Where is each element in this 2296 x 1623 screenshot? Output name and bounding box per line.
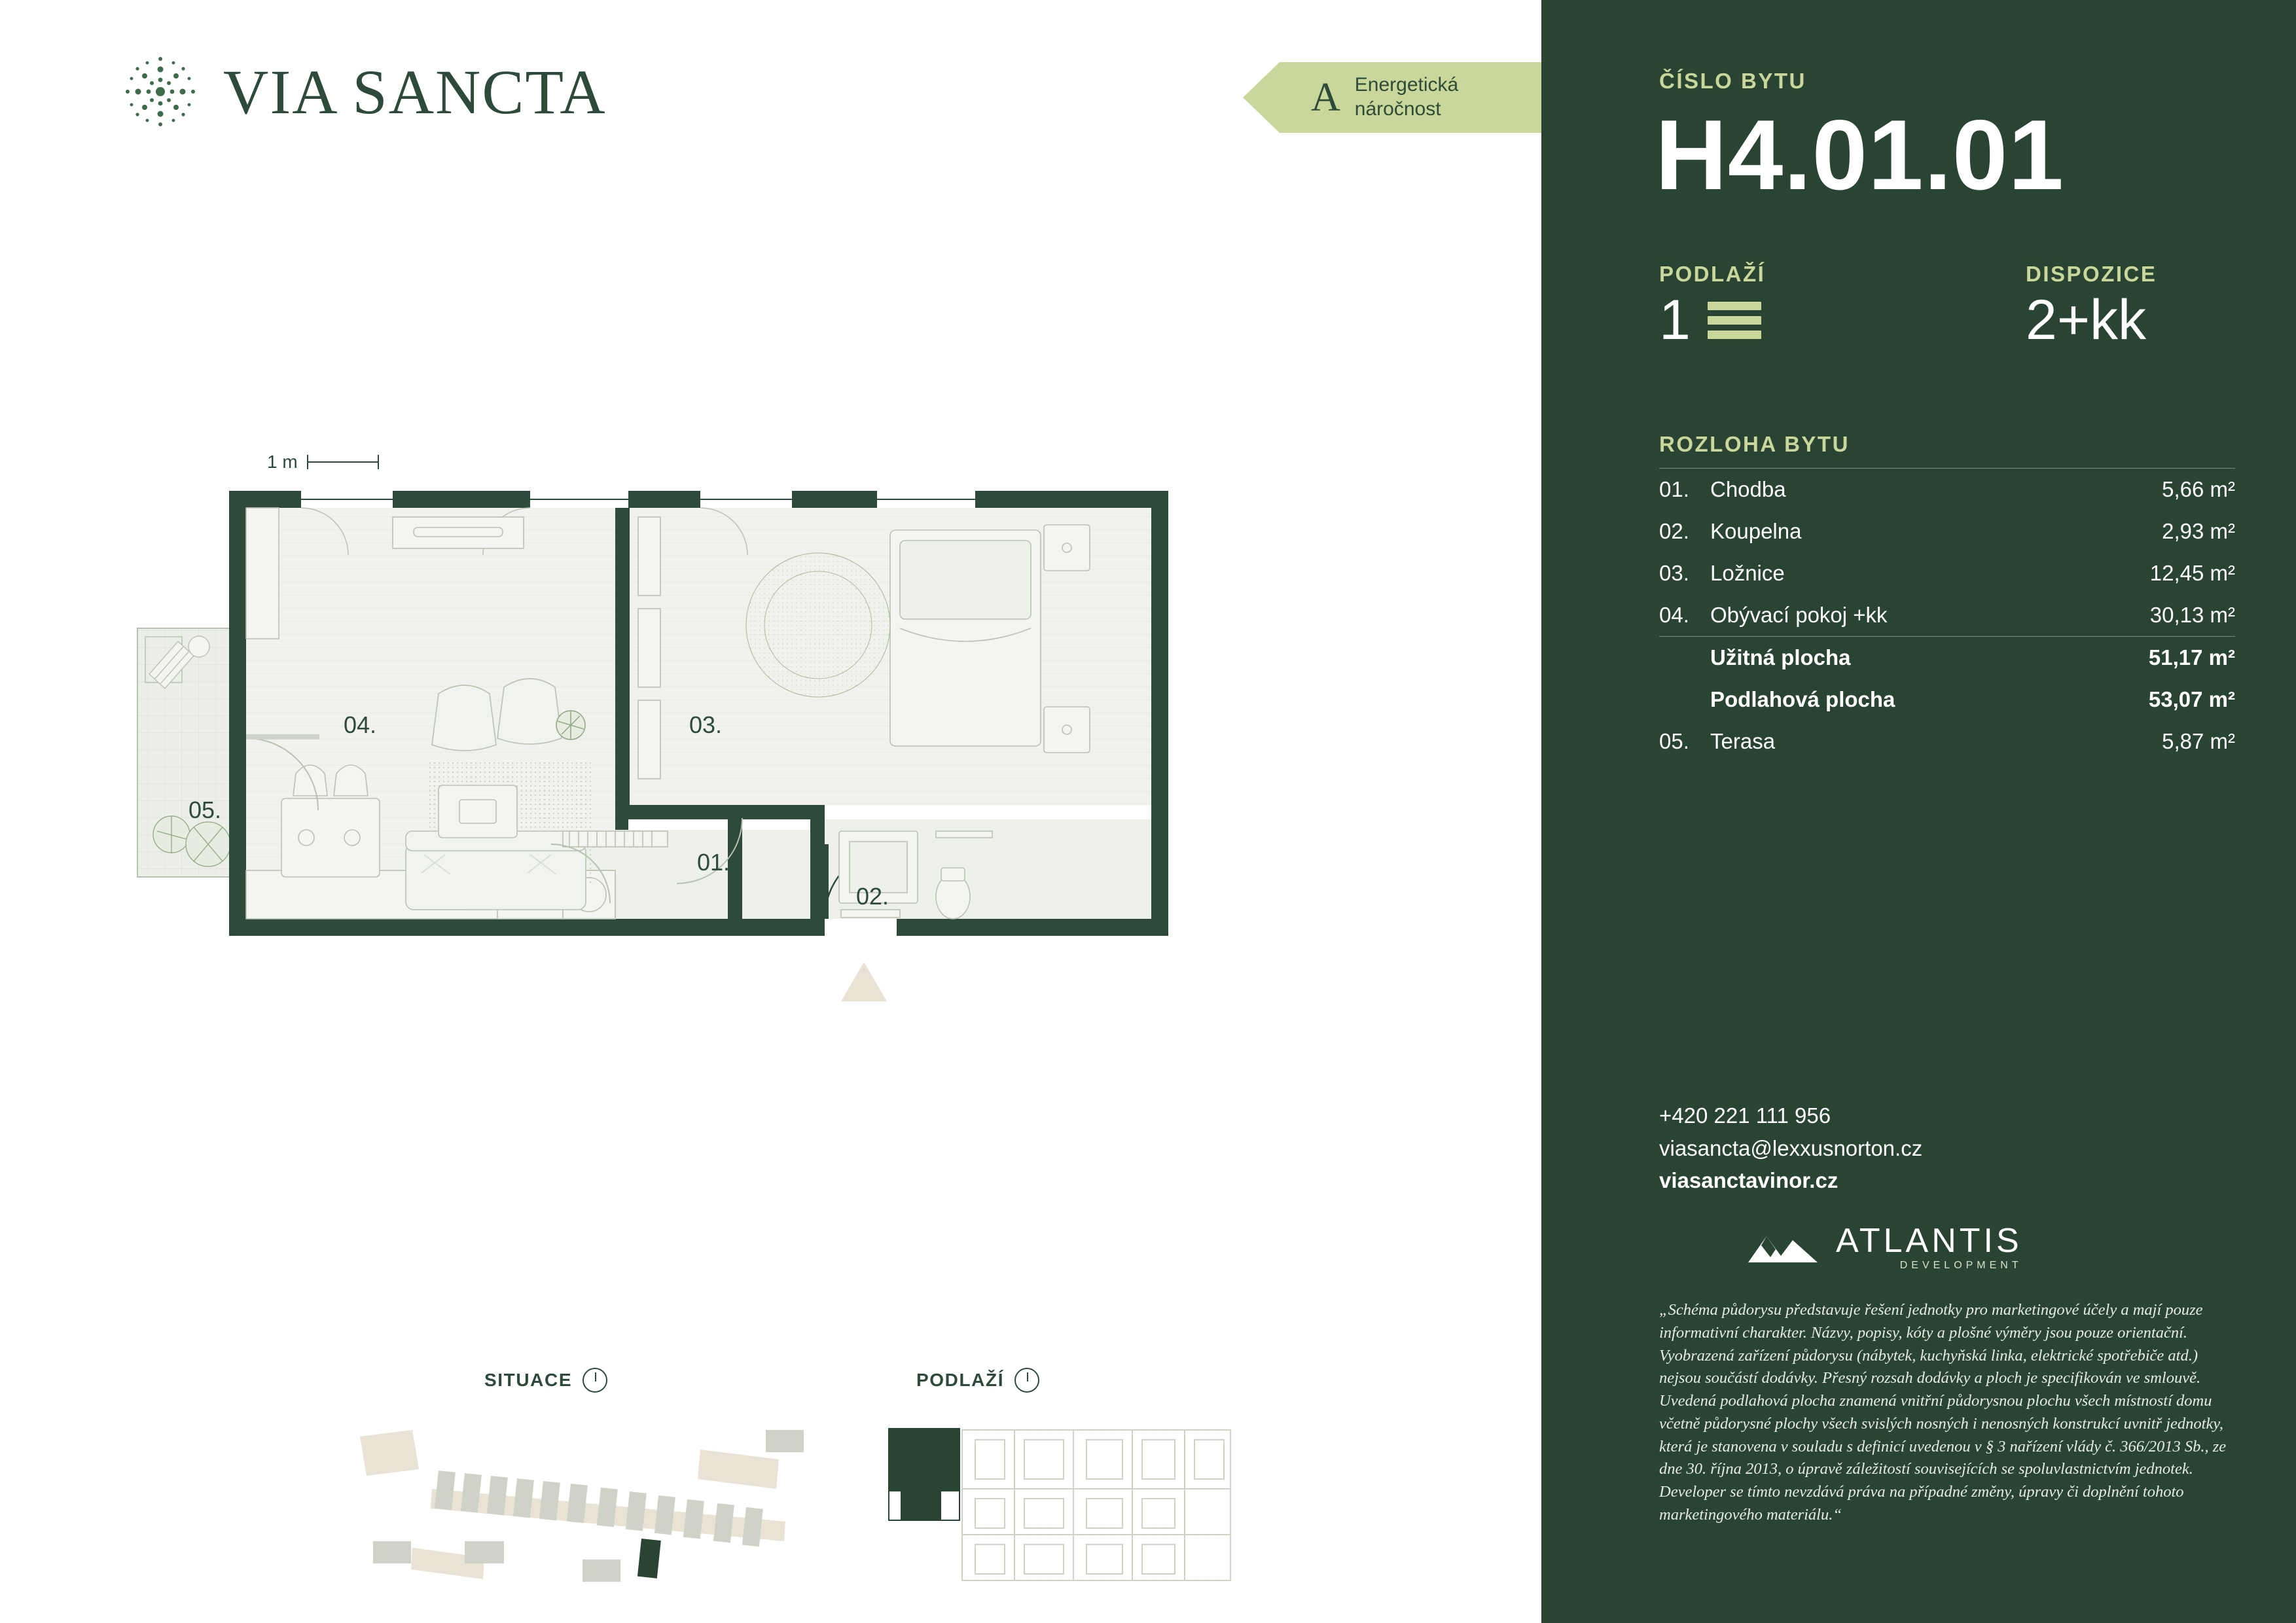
areas-kicker: ROZLOHA BYTU [1659,432,1850,456]
floor-plan [131,478,1322,1086]
circular-dots-logo-icon [121,52,200,131]
room-index: 03. [1659,561,1689,585]
scale-bar [267,452,379,473]
energy-grade: A [1311,75,1340,120]
room-name: Ložnice [1710,561,1785,585]
info-panel [1541,0,2296,1623]
email-address[interactable]: viasancta@lexxusnorton.cz [1659,1135,1923,1160]
podlazi-heading [916,1368,1039,1393]
layout-kicker: DISPOZICE [2026,262,2157,286]
room-area: 5,87 m² [2162,729,2235,753]
floor-kicker: PODLAŽÍ [1659,262,1766,286]
room-index: 01. [1659,469,1710,511]
brand-name: VIA SANCTA [223,56,607,127]
developer-logo [1744,1224,2022,1271]
total-name: Užitná plocha [1710,637,2068,679]
compass-north-icon [1014,1368,1039,1393]
scale-line-graphic [307,455,379,469]
mini-maps-row [0,1348,1541,1623]
contact-block [1659,1099,1922,1197]
room-label-04: 04. [344,711,377,738]
scale-label: 1 m [267,452,298,472]
floor-value-group [1659,288,1761,353]
room-area: 30,13 m² [2149,603,2235,627]
total-name: Podlahová plocha [1710,687,1895,711]
highlighted-building [637,1539,661,1578]
highlighted-unit [889,1429,960,1520]
entry-arrow-icon [841,962,887,1001]
developer-subtitle: DEVELOPMENT [1899,1260,2022,1271]
floor-stack-icon [1708,302,1761,339]
table-row [1659,469,2235,511]
disclaimer-text: „Schéma půdorysu představuje řešení jednotky pro marketingové účely a mají pouze informativní charakter. Názvy, popisy, kóty a plošné výměry jsou pouze orientační. Vyobrazená zařízení půdorysu (nábytek, kuchyňská linka, elektrické spotřebiče atd.) nejsou součástí dodávky. Přesný rozsah dodávky a ploch je specifikován ve smlouvě. Uvedená podlahová plocha znamená vnitřní půdorysnou plochu všech místností domu včetně půdorysné plochy všech svislých nosných i nenosných konstrukcí uvnitř jednotky, která je stanovena v souladu s definicí uvedenou v § 3 nařízení vlády č. 366/2013 Sb., ze dne 30. října 2013, o úpravě záležitostí souvisejících se spoluvlastnictvím jednotek. Developer se tímto nevzdává práva na případné změny, úpravy či doplnění tohoto marketingového materiálu.“ [1659,1301,2227,1524]
table-row [1659,552,2235,594]
situace-heading [484,1368,607,1393]
table-row [1659,594,2235,637]
room-name: Terasa [1710,729,1776,753]
energy-label-line2: náročnost [1354,98,1441,120]
room-area: 2,93 m² [2162,519,2235,543]
brand-logo [121,52,607,131]
total-area: 53,07 m² [2148,687,2235,711]
energy-label-line1: Energetická [1354,74,1459,96]
room-area: 5,66 m² [2068,469,2235,511]
room-label-03: 03. [689,711,723,738]
phone-number[interactable]: +420 221 111 956 [1659,1103,1831,1128]
room-name: Obývací pokoj +kk [1710,603,1888,627]
room-label-02: 02. [856,883,889,910]
developer-name: ATLANTIS [1836,1222,2022,1260]
energy-rating-badge [1280,62,1541,133]
energy-label [1355,73,1458,121]
room-label-01: 01. [697,849,730,876]
website-link[interactable]: viasanctavinor.cz [1659,1168,1839,1192]
situace-label: SITUACE [484,1370,573,1390]
layout-value: 2+kk [2026,289,2147,351]
total-area: 51,17 m² [2068,637,2235,679]
table-row-extra [1659,721,2235,762]
badge-arrow [1243,62,1280,133]
compass-north-icon [583,1368,607,1393]
room-index: 05. [1659,729,1689,753]
areas-table [1659,468,2235,762]
room-index: 04. [1659,603,1689,627]
floor-key-map [877,1410,1244,1610]
room-label-05: 05. [188,796,222,823]
floor-value: 1 [1659,289,1691,351]
table-row-total [1659,637,2235,679]
table-row [1659,510,2235,552]
site-plan-map [334,1410,831,1610]
unit-number-kicker: ČÍSLO BYTU [1659,69,1806,93]
podlazi-mini-label: PODLAŽÍ [916,1370,1005,1390]
room-name: Chodba [1710,469,2068,511]
unit-number: H4.01.01 [1655,99,2064,211]
room-name: Koupelna [1710,519,1802,543]
room-area: 12,45 m² [2149,561,2235,585]
mountain-logo-icon [1744,1226,1821,1270]
table-row-total [1659,679,2235,721]
room-index: 02. [1659,519,1689,543]
